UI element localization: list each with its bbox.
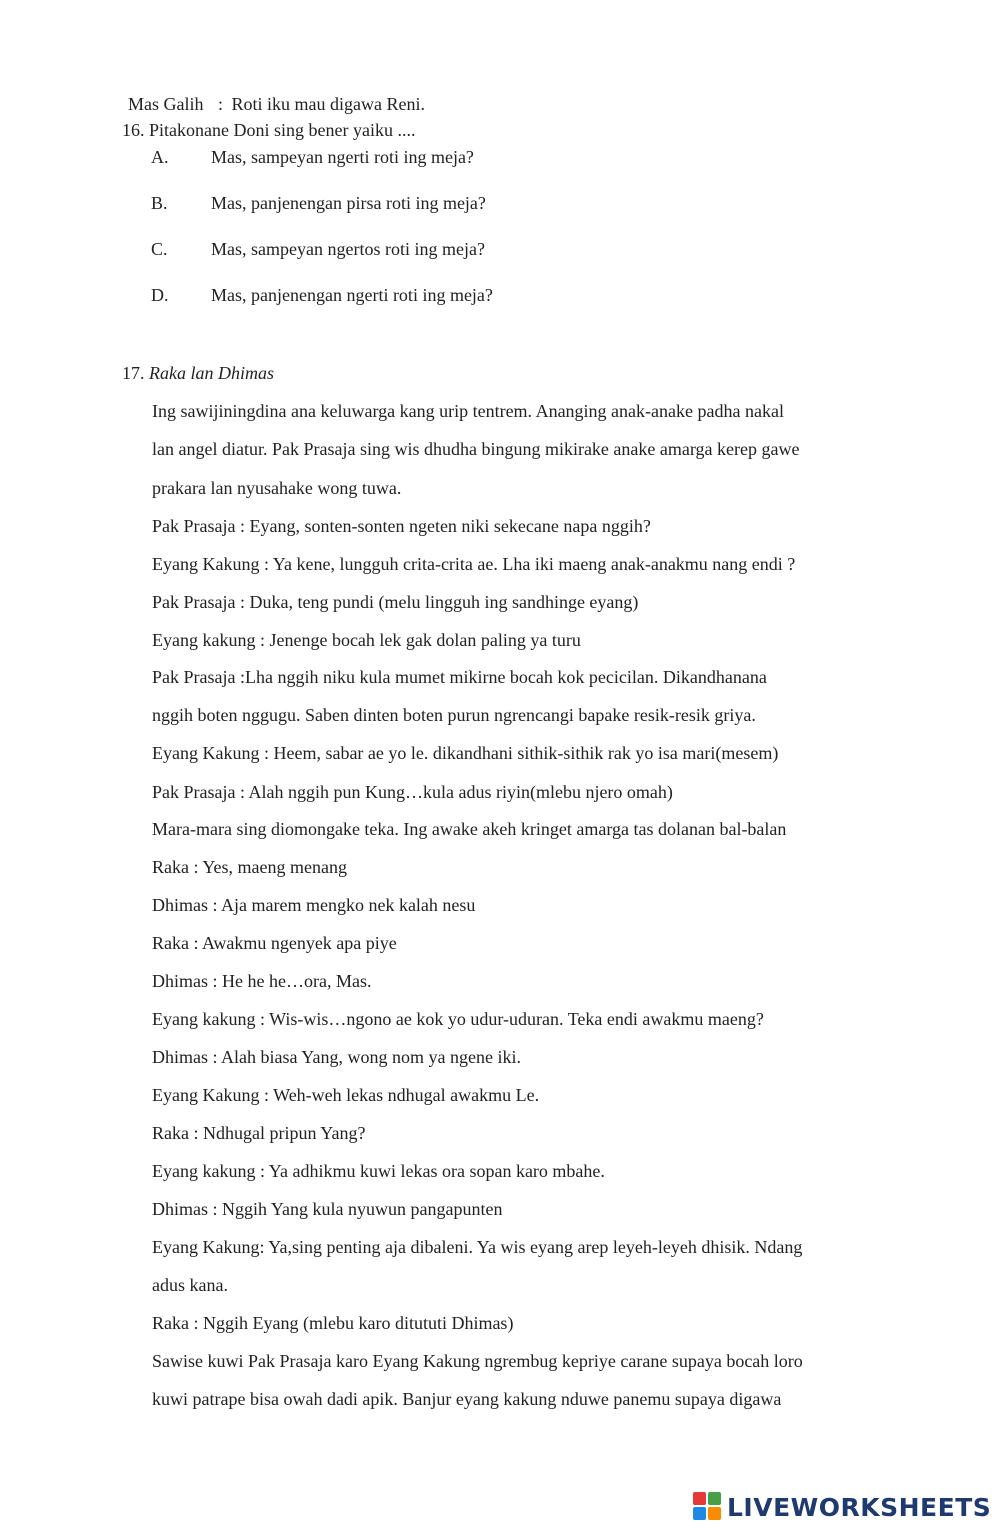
story-line: Pak Prasaja : Duka, teng pundi (melu lingguh ing sandhinge eyang) (152, 592, 639, 612)
story-line: Eyang Kakung : Ya kene, lungguh crita-crita ae. Lha iki maeng anak-anakmu nang endi ? (152, 554, 796, 574)
option-letter: C. (151, 239, 168, 259)
dialogue-text: Roti iku mau digawa Reni. (231, 94, 425, 114)
option-letter: A. (151, 147, 169, 167)
story-line: lan angel diatur. Pak Prasaja sing wis dhudha bingung mikirake anake amarga kerep gawe (152, 439, 800, 459)
speaker-name: Mas Galih (128, 94, 204, 114)
story-line: Eyang Kakung : Heem, sabar ae yo le. dikandhani sithik-sithik rak yo isa mari(mesem) (152, 743, 779, 763)
story-line: Eyang Kakung : Weh-weh lekas ndhugal awakmu Le. (152, 1085, 540, 1105)
story-line: prakara lan nyusahake wong tuwa. (152, 478, 402, 498)
story-line: Dhimas : Nggih Yang kula nyuwun pangapunten (152, 1199, 503, 1219)
option-letter: D. (151, 285, 169, 305)
story-line: Ing sawijiningdina ana keluwarga kang urip tentrem. Ananging anak-anake padha nakal (152, 401, 784, 421)
story-line: kuwi patrape bisa owah dadi apik. Banjur eyang kakung nduwe panemu supaya digawa (152, 1389, 782, 1409)
story-line: Mara-mara sing diomongake teka. Ing awake akeh kringet amarga tas dolanan bal-balan (152, 819, 787, 839)
option-text: Mas, panjenengan ngerti roti ing meja? (211, 285, 493, 305)
story-line: Pak Prasaja :Lha nggih niku kula mumet mikirne bocah kok pecicilan. Dikandhanana (152, 667, 767, 687)
story-line: nggih boten nggugu. Saben dinten boten purun ngrencangi bapake resik-resik griya. (152, 705, 756, 725)
story-line: Raka : Awakmu ngenyek apa piye (152, 933, 397, 953)
story-line: Raka : Ndhugal pripun Yang? (152, 1123, 366, 1143)
liveworksheets-logo (693, 1491, 991, 1523)
question-number: 17. (122, 363, 145, 383)
option-text: Mas, sampeyan ngerti roti ing meja? (211, 147, 474, 167)
story-line: Eyang kakung : Ya adhikmu kuwi lekas ora sopan karo mbahe. (152, 1161, 605, 1181)
question-16-prompt: 16. Pitakonane Doni sing bener yaiku .... (122, 120, 416, 140)
story-line: Raka : Nggih Eyang (mlebu karo ditututi Dhimas) (152, 1313, 514, 1333)
story-line: Dhimas : He he he…ora, Mas. (152, 971, 372, 991)
story-title: Raka lan Dhimas (149, 363, 274, 383)
speaker-separator: : (218, 94, 224, 114)
story-line: Dhimas : Aja marem mengko nek kalah nesu (152, 895, 476, 915)
story-line: Eyang kakung : Jenenge bocah lek gak dolan paling ya turu (152, 630, 581, 650)
story-line: adus kana. (152, 1275, 228, 1295)
option-text: Mas, sampeyan ngertos roti ing meja? (211, 239, 485, 259)
brand-name: LIVEWORKSHEETS (727, 1492, 992, 1522)
story-line: Eyang kakung : Wis-wis…ngono ae kok yo udur-uduran. Teka endi awakmu maeng? (152, 1009, 764, 1029)
dialogue-line-intro (128, 92, 425, 116)
question-17-heading (122, 361, 274, 385)
story-line: Eyang Kakung: Ya,sing penting aja dibaleni. Ya wis eyang arep leyeh-leyeh dhisik. Ndang (152, 1237, 803, 1257)
option-text: Mas, panjenengan pirsa roti ing meja? (211, 193, 486, 213)
story-line: Dhimas : Alah biasa Yang, wong nom ya ngene iki. (152, 1047, 521, 1067)
story-line: Raka : Yes, maeng menang (152, 857, 347, 877)
story-line: Sawise kuwi Pak Prasaja karo Eyang Kakung ngrembug kepriye carane supaya bocah loro (152, 1351, 803, 1371)
logo-tiles-icon (693, 1492, 723, 1522)
option-letter: B. (151, 193, 168, 213)
story-line: Pak Prasaja : Alah nggih pun Kung…kula adus riyin(mlebu njero omah) (152, 782, 673, 802)
story-line: Pak Prasaja : Eyang, sonten-sonten ngeten niki sekecane napa nggih? (152, 516, 651, 536)
